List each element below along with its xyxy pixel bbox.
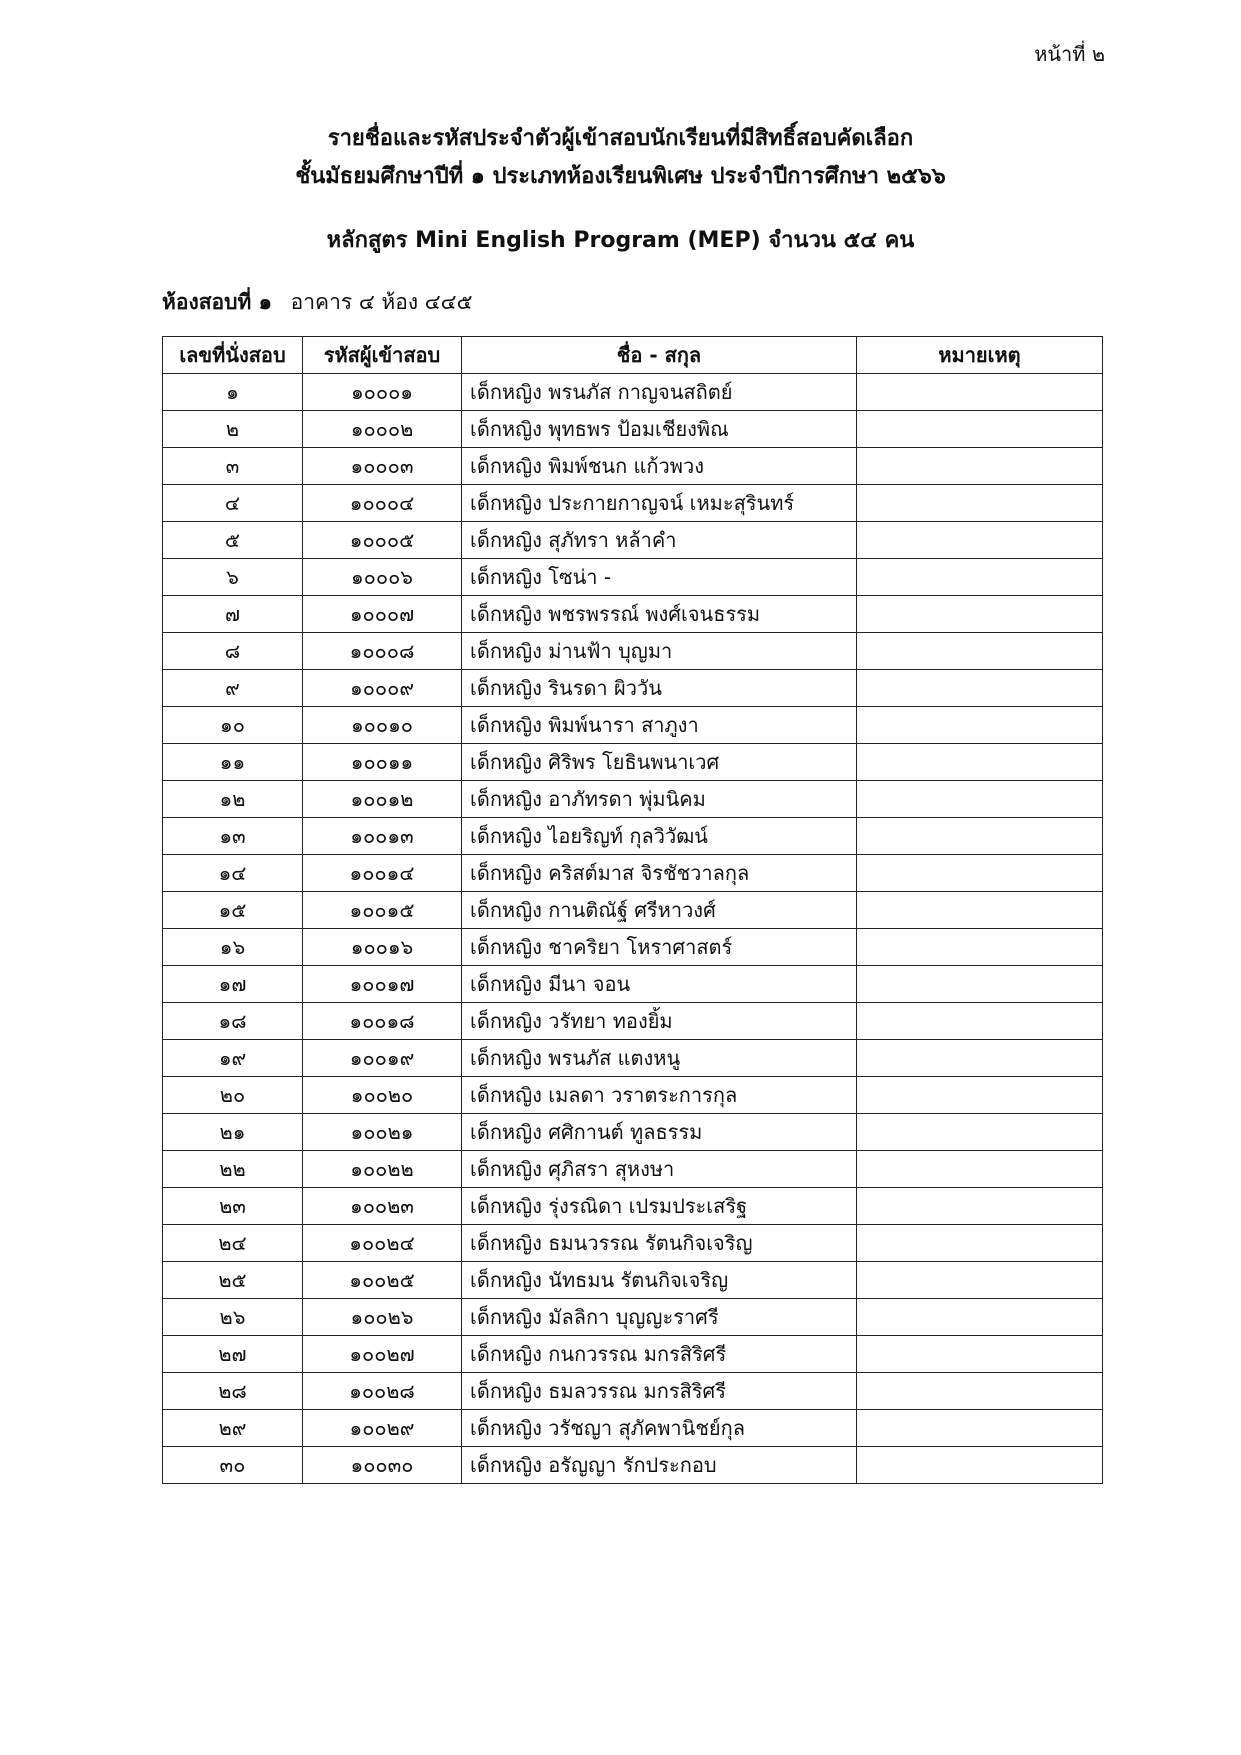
table-row (163, 559, 1103, 596)
student-name-cell: เด็กหญิง ไอยริญท์ กุลวิวัฒน์ (462, 818, 857, 855)
remark-cell (857, 892, 1103, 929)
table-row (163, 1262, 1103, 1299)
exam-id-cell: ๑๐๐๑๑ (303, 744, 462, 781)
seat-number-cell: ๒๕ (163, 1262, 303, 1299)
seat-number-cell: ๓ (163, 448, 303, 485)
remark-cell (857, 1447, 1103, 1484)
exam-id-cell: ๑๐๐๑๙ (303, 1040, 462, 1077)
remark-cell (857, 1003, 1103, 1040)
exam-id-cell: ๑๐๐๑๔ (303, 855, 462, 892)
remark-cell (857, 1151, 1103, 1188)
seat-number-cell: ๒๑ (163, 1114, 303, 1151)
exam-id-cell: ๑๐๐๐๙ (303, 670, 462, 707)
table-row (163, 522, 1103, 559)
seat-number-cell: ๒ (163, 411, 303, 448)
seat-number-cell: ๒๓ (163, 1188, 303, 1225)
seat-number-cell: ๑๗ (163, 966, 303, 1003)
student-name-cell: เด็กหญิง ประกายกาญจน์ เหมะสุรินทร์ (462, 485, 857, 522)
table-row (163, 1373, 1103, 1410)
exam-id-cell: ๑๐๐๐๒ (303, 411, 462, 448)
student-name-cell: เด็กหญิง กนกวรรณ มกรสิริศรี (462, 1336, 857, 1373)
exam-id-cell: ๑๐๐๑๐ (303, 707, 462, 744)
exam-id-cell: ๑๐๐๑๓ (303, 818, 462, 855)
remark-cell (857, 818, 1103, 855)
seat-number-cell: ๒๗ (163, 1336, 303, 1373)
program-heading: หลักสูตร Mini English Program (MEP) จำนวน ๕๔ คน (326, 228, 915, 253)
student-name-cell: เด็กหญิง อรัญญา รักประกอบ (462, 1447, 857, 1484)
table-row (163, 1447, 1103, 1484)
seat-number-cell: ๒๘ (163, 1373, 303, 1410)
table-row (163, 1003, 1103, 1040)
exam-id-cell: ๑๐๐๑๖ (303, 929, 462, 966)
table-row (163, 670, 1103, 707)
remark-cell (857, 1188, 1103, 1225)
seat-number-cell: ๑๖ (163, 929, 303, 966)
table-row (163, 1040, 1103, 1077)
exam-id-cell: ๑๐๐๐๔ (303, 485, 462, 522)
exam-id-cell: ๑๐๐๒๘ (303, 1373, 462, 1410)
remark-cell (857, 485, 1103, 522)
student-name-cell: เด็กหญิง เมลดา วราตระการกุล (462, 1077, 857, 1114)
remark-cell (857, 1114, 1103, 1151)
seat-number-cell: ๓๐ (163, 1447, 303, 1484)
seat-number-cell: ๒๐ (163, 1077, 303, 1114)
table-header-row (163, 337, 1103, 374)
remark-cell (857, 929, 1103, 966)
exam-room-location: อาคาร ๔ ห้อง ๔๔๕ (290, 290, 473, 314)
table-row (163, 707, 1103, 744)
student-name-cell: เด็กหญิง มัลลิกา บุญญะราศรี (462, 1299, 857, 1336)
table-row (163, 1299, 1103, 1336)
exam-id-cell: ๑๐๐๒๙ (303, 1410, 462, 1447)
remark-cell (857, 522, 1103, 559)
exam-id-cell: ๑๐๐๒๑ (303, 1114, 462, 1151)
exam-id-cell: ๑๐๐๒๐ (303, 1077, 462, 1114)
exam-id-cell: ๑๐๐๑๒ (303, 781, 462, 818)
remark-cell (857, 707, 1103, 744)
seat-number-cell: ๙ (163, 670, 303, 707)
table-row (163, 411, 1103, 448)
seat-number-cell: ๑๕ (163, 892, 303, 929)
document-title: รายชื่อและรหัสประจำตัวผู้เข้าสอบนักเรียนที่มีสิทธิ์สอบคัดเลือก (327, 126, 914, 151)
exam-id-cell: ๑๐๐๐๖ (303, 559, 462, 596)
table-row (163, 596, 1103, 633)
student-name-cell: เด็กหญิง โซน่า - (462, 559, 857, 596)
header-seat-number: เลขที่นั่งสอบ (163, 337, 303, 374)
remark-cell (857, 633, 1103, 670)
student-name-cell: เด็กหญิง พิมพ์ชนก แก้วพวง (462, 448, 857, 485)
table-row (163, 1410, 1103, 1447)
seat-number-cell: ๖ (163, 559, 303, 596)
remark-cell (857, 1410, 1103, 1447)
remark-cell (857, 966, 1103, 1003)
seat-number-cell: ๑๘ (163, 1003, 303, 1040)
student-name-cell: เด็กหญิง ธมลวรรณ มกรสิริศรี (462, 1373, 857, 1410)
remark-cell (857, 1077, 1103, 1114)
table-row (163, 1188, 1103, 1225)
exam-id-cell: ๑๐๐๑๘ (303, 1003, 462, 1040)
seat-number-cell: ๑๓ (163, 818, 303, 855)
seat-number-cell: ๔ (163, 485, 303, 522)
seat-number-cell: ๒๔ (163, 1225, 303, 1262)
table-row (163, 1077, 1103, 1114)
page-number: หน้าที่ ๒ (1034, 42, 1105, 66)
seat-number-cell: ๒๒ (163, 1151, 303, 1188)
student-name-cell: เด็กหญิง ศิริพร โยธินพนาเวศ (462, 744, 857, 781)
header-full-name: ชื่อ - สกุล (462, 337, 857, 374)
remark-cell (857, 1040, 1103, 1077)
student-name-cell: เด็กหญิง คริสต์มาส จิรชัชวาลกุล (462, 855, 857, 892)
seat-number-cell: ๗ (163, 596, 303, 633)
remark-cell (857, 1299, 1103, 1336)
exam-room-info (162, 286, 472, 319)
table-row (163, 929, 1103, 966)
table-row (163, 1225, 1103, 1262)
exam-id-cell: ๑๐๐๓๐ (303, 1447, 462, 1484)
remark-cell (857, 411, 1103, 448)
student-name-cell: เด็กหญิง พชรพรรณ์ พงศ์เจนธรรม (462, 596, 857, 633)
exam-id-cell: ๑๐๐๒๔ (303, 1225, 462, 1262)
table-body (163, 374, 1103, 1484)
student-name-cell: เด็กหญิง พิมพ์นารา สาภูงา (462, 707, 857, 744)
seat-number-cell: ๒๙ (163, 1410, 303, 1447)
exam-id-cell: ๑๐๐๐๑ (303, 374, 462, 411)
remark-cell (857, 1262, 1103, 1299)
exam-id-cell: ๑๐๐๑๕ (303, 892, 462, 929)
seat-number-cell: ๑๐ (163, 707, 303, 744)
student-name-cell: เด็กหญิง รุ่งรณิดา เปรมประเสริฐ (462, 1188, 857, 1225)
table-row (163, 1151, 1103, 1188)
remark-cell (857, 1336, 1103, 1373)
exam-id-cell: ๑๐๐๐๕ (303, 522, 462, 559)
table-row (163, 818, 1103, 855)
remark-cell (857, 744, 1103, 781)
remark-cell (857, 1225, 1103, 1262)
student-name-cell: เด็กหญิง พุทธพร ป้อมเชียงพิณ (462, 411, 857, 448)
table-row (163, 633, 1103, 670)
student-name-cell: เด็กหญิง วรัทยา ทองยิ้ม (462, 1003, 857, 1040)
student-name-cell: เด็กหญิง มีนา จอน (462, 966, 857, 1003)
remark-cell (857, 1373, 1103, 1410)
exam-id-cell: ๑๐๐๒๖ (303, 1299, 462, 1336)
exam-id-cell: ๑๐๐๑๗ (303, 966, 462, 1003)
table-row (163, 485, 1103, 522)
exam-room-label: ห้องสอบที่ ๑ (162, 290, 272, 314)
student-name-cell: เด็กหญิง สุภัทรา หล้าคำ (462, 522, 857, 559)
candidate-table (162, 336, 1103, 1484)
student-name-cell: เด็กหญิง พรนภัส กาญจนสถิตย์ (462, 374, 857, 411)
remark-cell (857, 448, 1103, 485)
remark-cell (857, 374, 1103, 411)
student-name-cell: เด็กหญิง กานติณัฐ์ ศรีหาวงศ์ (462, 892, 857, 929)
exam-id-cell: ๑๐๐๒๒ (303, 1151, 462, 1188)
seat-number-cell: ๑๑ (163, 744, 303, 781)
table-row (163, 892, 1103, 929)
student-name-cell: เด็กหญิง นัทธมน รัตนกิจเจริญ (462, 1262, 857, 1299)
student-name-cell: เด็กหญิง พรนภัส แตงหนู (462, 1040, 857, 1077)
seat-number-cell: ๘ (163, 633, 303, 670)
student-name-cell: เด็กหญิง วรัชญา สุภัคพานิชย์กุล (462, 1410, 857, 1447)
remark-cell (857, 855, 1103, 892)
seat-number-cell: ๑ (163, 374, 303, 411)
exam-id-cell: ๑๐๐๒๓ (303, 1188, 462, 1225)
seat-number-cell: ๕ (163, 522, 303, 559)
table-row (163, 855, 1103, 892)
exam-id-cell: ๑๐๐๐๘ (303, 633, 462, 670)
exam-id-cell: ๑๐๐๒๗ (303, 1336, 462, 1373)
student-name-cell: เด็กหญิง ศศิกานต์ ทูลธรรม (462, 1114, 857, 1151)
header-exam-id: รหัสผู้เข้าสอบ (303, 337, 462, 374)
table-row (163, 744, 1103, 781)
student-name-cell: เด็กหญิง ชาคริยา โหราศาสตร์ (462, 929, 857, 966)
student-name-cell: เด็กหญิง ม่านฟ้า บุญมา (462, 633, 857, 670)
table-row (163, 1336, 1103, 1373)
table-row (163, 1114, 1103, 1151)
remark-cell (857, 596, 1103, 633)
exam-id-cell: ๑๐๐๐๓ (303, 448, 462, 485)
table-row (163, 966, 1103, 1003)
document-subtitle: ชั้นมัธยมศึกษาปีที่ ๑ ประเภทห้องเรียนพิเศษ ประจำปีการศึกษา ๒๕๖๖ (295, 164, 946, 189)
student-name-cell: เด็กหญิง อาภัทรดา พุ่มนิคม (462, 781, 857, 818)
header-remarks: หมายเหตุ (857, 337, 1103, 374)
remark-cell (857, 559, 1103, 596)
exam-id-cell: ๑๐๐๒๕ (303, 1262, 462, 1299)
exam-id-cell: ๑๐๐๐๗ (303, 596, 462, 633)
table-row (163, 448, 1103, 485)
seat-number-cell: ๒๖ (163, 1299, 303, 1336)
seat-number-cell: ๑๔ (163, 855, 303, 892)
student-name-cell: เด็กหญิง ธมนวรรณ รัตนกิจเจริญ (462, 1225, 857, 1262)
table-row (163, 781, 1103, 818)
table-row (163, 374, 1103, 411)
remark-cell (857, 670, 1103, 707)
student-name-cell: เด็กหญิง ศุภิสรา สุหงษา (462, 1151, 857, 1188)
seat-number-cell: ๑๒ (163, 781, 303, 818)
remark-cell (857, 781, 1103, 818)
student-name-cell: เด็กหญิง รินรดา ผิววัน (462, 670, 857, 707)
seat-number-cell: ๑๙ (163, 1040, 303, 1077)
